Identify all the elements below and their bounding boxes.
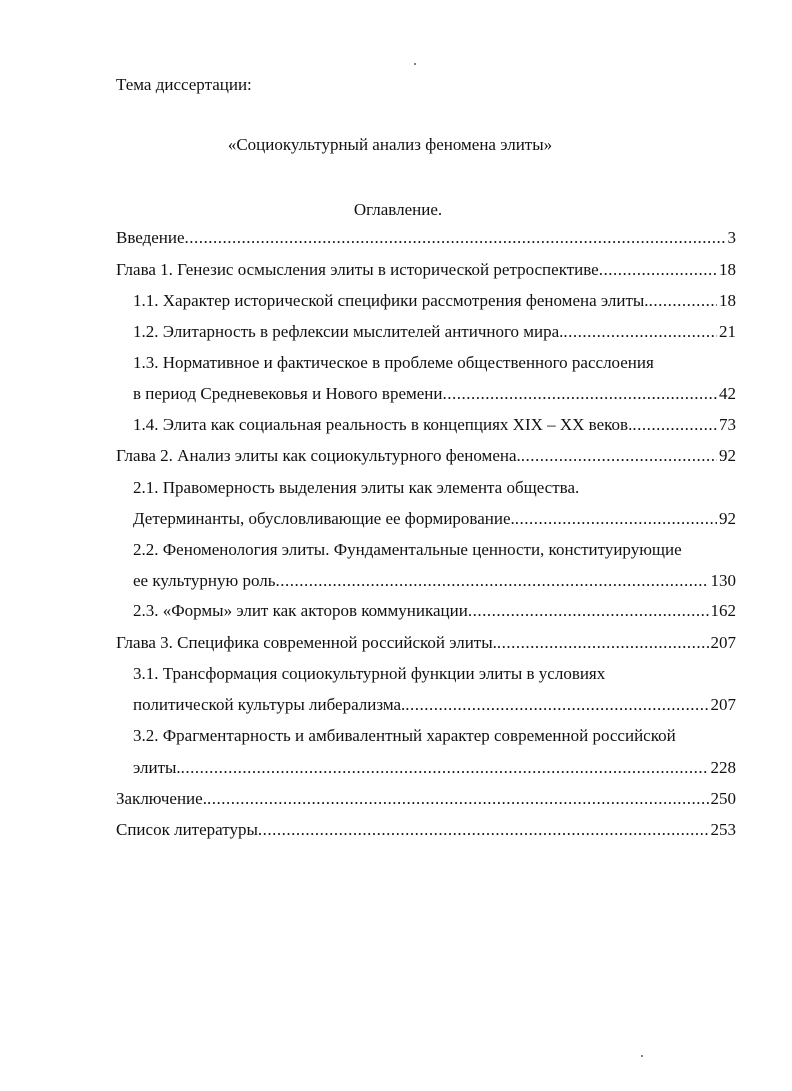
toc-page-number: 92 — [719, 509, 736, 528]
toc-entry-title: в период Средневековья и Нового времени — [133, 384, 443, 403]
toc-leader-dots — [275, 570, 708, 592]
toc-leader-dots — [521, 445, 717, 467]
toc-entry-title: 1.4. Элита как социальная реальность в концепциях XIX – XX веков. — [133, 415, 633, 434]
toc-page-number: 207 — [710, 695, 736, 714]
toc-page-number: 3 — [727, 228, 736, 247]
toc-entry-title: Список литературы — [116, 820, 258, 839]
toc-entry-title: 1.3. Нормативное и фактическое в проблеме общественного расслоения — [133, 353, 654, 372]
toc-page-number: 92 — [719, 446, 736, 465]
toc-leader-dots — [632, 414, 717, 436]
toc-entry-section-3-2-line2[interactable] — [133, 757, 736, 779]
toc-entry-chapter-3[interactable] — [116, 632, 736, 654]
toc-page-number: 253 — [710, 820, 736, 839]
toc-entry-title: 1.2. Элитарность в рефлексии мыслителей античного мира. — [133, 322, 564, 341]
thesis-title: «Социокультурный анализ феномена элиты» — [227, 135, 553, 154]
scan-speck-top — [414, 63, 416, 65]
toc-entry-introduction[interactable] — [116, 227, 736, 249]
toc-page-number: 42 — [719, 384, 736, 403]
toc-entry-title: 2.1. Правомерность выделения элиты как элемента общества. — [133, 478, 580, 497]
toc-leader-dots — [515, 508, 717, 530]
toc-entry-title: 1.1. Характер исторической специфики рассмотрения феномена элиты. — [133, 291, 649, 310]
toc-page-number: 162 — [710, 601, 736, 620]
toc-entry-chapter-1[interactable] — [116, 259, 736, 281]
toc-entry-title: Глава 2. Анализ элиты как социокультурного феномена. — [116, 446, 521, 465]
toc-entry-title: ее культурную роль — [133, 571, 276, 590]
toc-entry-title: Заключение. — [116, 789, 207, 808]
toc-entry-section-3-2-line1[interactable] — [133, 725, 736, 747]
toc-page-number: 130 — [710, 571, 736, 590]
toc-entry-title: 3.1. Трансформация социокультурной функции элиты в условиях — [133, 664, 606, 683]
toc-leader-dots — [405, 694, 708, 716]
toc-entry-section-1-4[interactable] — [133, 414, 736, 436]
toc-entry-title: Введение — [116, 228, 185, 247]
toc-entry-section-2-2-line1[interactable] — [133, 539, 736, 561]
toc-entry-section-1-2[interactable] — [133, 321, 736, 343]
toc-leader-dots — [443, 383, 717, 405]
scan-speck-bottom — [641, 1055, 643, 1057]
toc-entry-title: 2.2. Феноменология элиты. Фундаментальные ценности, конституирующие — [133, 540, 682, 559]
toc-page-number: 228 — [710, 758, 736, 777]
toc-entry-section-1-1[interactable] — [133, 290, 736, 312]
toc-entry-title: Детерминанты, обусловливающие ее формирование. — [133, 509, 515, 528]
toc-entry-section-2-1-line2[interactable] — [133, 508, 736, 530]
toc-page-number: 18 — [719, 260, 736, 279]
toc-entry-references[interactable] — [116, 819, 736, 841]
thesis-topic-label: Тема диссертации: — [116, 75, 252, 94]
toc-page-number: 21 — [719, 322, 736, 341]
toc-leader-dots — [497, 632, 709, 654]
toc-heading: Оглавление. — [353, 200, 443, 219]
toc-leader-dots — [649, 290, 717, 312]
toc-entry-section-3-1-line2[interactable] — [133, 694, 736, 716]
toc-entry-conclusion[interactable] — [116, 788, 736, 810]
toc-entry-title: 2.3. «Формы» элит как акторов коммуникации — [133, 601, 468, 620]
toc-page-number: 73 — [719, 415, 736, 434]
toc-leader-dots — [258, 819, 709, 841]
toc-entry-title: элиты. — [133, 758, 181, 777]
toc-leader-dots — [207, 788, 709, 810]
toc-entry-section-2-3[interactable] — [133, 600, 736, 622]
toc-leader-dots — [599, 259, 717, 281]
toc-entry-section-1-3-line1[interactable] — [133, 352, 736, 374]
toc-entry-section-3-1-line1[interactable] — [133, 663, 736, 685]
toc-entry-title: Глава 3. Специфика современной российской элиты. — [116, 633, 497, 652]
toc-entry-title: политической культуры либерализма. — [133, 695, 406, 714]
toc-page-number: 18 — [719, 291, 736, 310]
toc-leader-dots — [181, 757, 709, 779]
toc-page-number: 250 — [710, 789, 736, 808]
toc-leader-dots — [185, 227, 726, 249]
toc-leader-dots — [468, 600, 709, 622]
toc-entry-section-2-2-line2[interactable] — [133, 570, 736, 592]
toc-entry-section-1-3-line2[interactable] — [133, 383, 736, 405]
toc-entry-section-2-1-line1[interactable] — [133, 477, 736, 499]
toc-entry-chapter-2[interactable] — [116, 445, 736, 467]
toc-page-number: 207 — [710, 633, 736, 652]
toc-entry-title: 3.2. Фрагментарность и амбивалентный характер современной российской — [133, 726, 676, 745]
toc-leader-dots — [563, 321, 717, 343]
toc-entry-title: Глава 1. Генезис осмысления элиты в исторической ретроспективе — [116, 260, 599, 279]
